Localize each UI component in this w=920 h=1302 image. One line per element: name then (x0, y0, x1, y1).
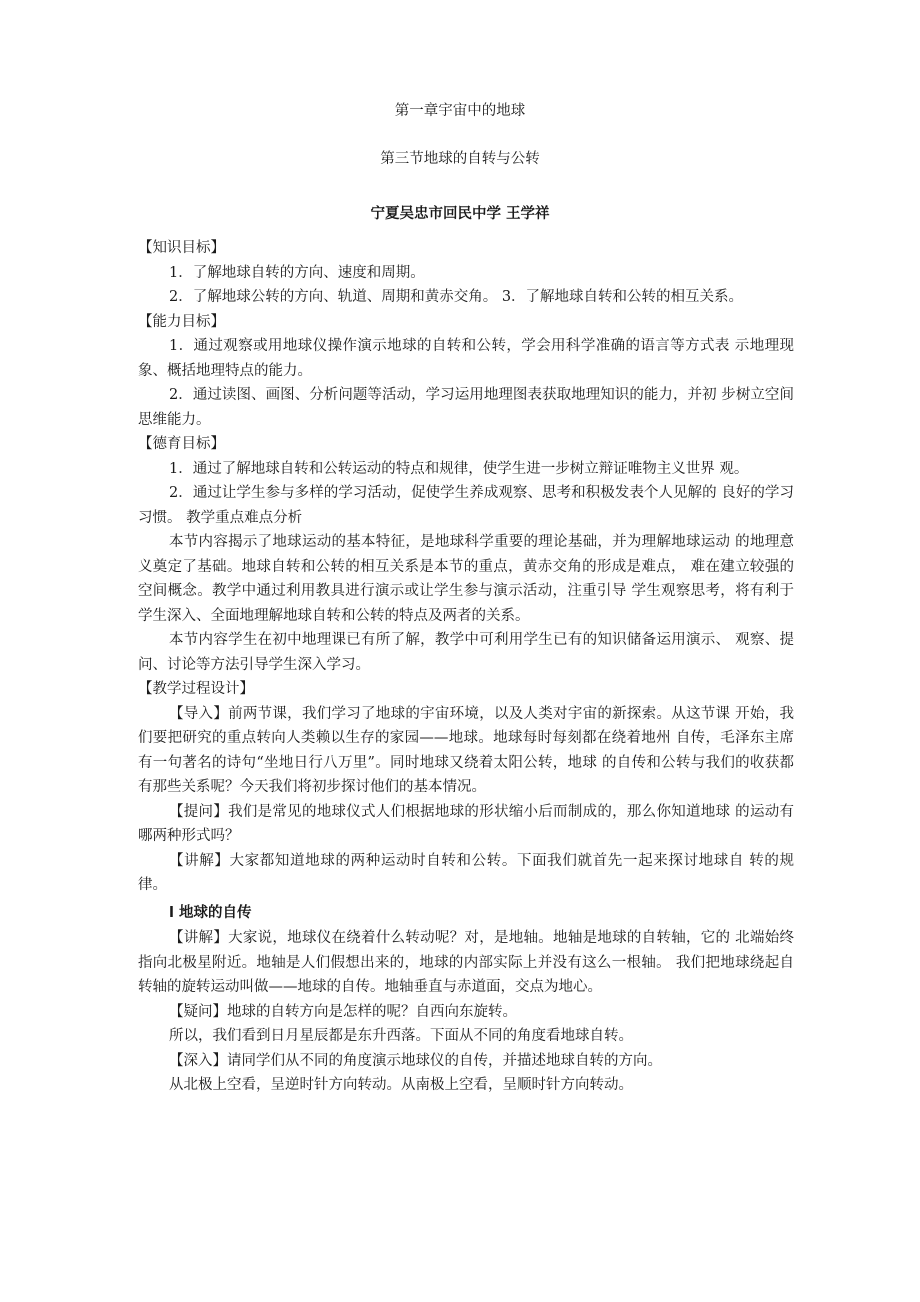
document-body (138, 236, 794, 1098)
knowledge-item: 2．了解地球公转的方向、轨道、周期和黄赤交角。 3．了解地球自转和公转的相互关系。 (169, 289, 744, 305)
moral-heading: 【德育目标】 (138, 436, 225, 452)
rotation-paragraph: 【讲解】大家说，地球仪在绕着什么转动呢？对，是地轴。地轴是地球的自转轴，它的 北端始终指向北极星附近。地轴是人们假想出来的，地球的内部实际上并没有这么一根轴。 我们把地球绕起自转轴的旋转运动叫做——地球的自传。地轴垂直与赤道面，交点为地心。 (138, 930, 794, 995)
ability-heading: 【能力目标】 (138, 313, 225, 330)
rotation-heading: l 地球的自传 (169, 904, 252, 921)
moral-item: 1．通过了解地球自转和公转运动的特点和规律，使学生进一步树立辩证唯物主义世界 观。 (169, 460, 749, 477)
rotation-paragraph: 【深入】请同学们从不同的角度演示地球仪的自传，并描述地球自转的方向。 (169, 1052, 662, 1069)
ability-item: 2．通过读图、画图、分析问题等活动，学习运用地理图表获取地理知识的能力，并初 步树立空间思维能力。 (138, 387, 794, 428)
analysis-paragraph: 本节内容揭示了地球运动的基本特征，是地球科学重要的理论基础，并为理解地球运动 的地理意义奠定了基础。地球自转和公转的相互关系是本节的重点，黄赤交角的形成是难点， 难在建立较强的空间概念。教学中通过利用教具进行演示或让学生参与演示活动，注重引导 学生观察思考，将有利于学生深入、全面地理解地球自转和公转的特点及两者的关系。 (138, 534, 794, 624)
ability-item: 1．通过观察或用地球仪操作演示地球的自转和公转，学会用科学准确的语言等方式表 示地理现象、概括地理特点的能力。 (138, 338, 794, 379)
rotation-paragraph: 所以，我们看到日月星辰都是东升西落。下面从不同的角度看地球自转。 (169, 1028, 633, 1044)
knowledge-item: 1．了解地球自转的方向、速度和周期。 (169, 264, 425, 281)
process-heading: 【教学过程设计】 (138, 681, 254, 697)
analysis-paragraph: 本节内容学生在初中地理课已有所了解，教学中可利用学生已有的知识储备运用演示、 观察、提问、讨论等方法引导学生深入学习。 (138, 632, 794, 673)
author-line: 宁夏吴忠市回民中学 王学祥 (370, 206, 550, 222)
knowledge-heading: 【知识目标】 (138, 240, 225, 256)
intro-paragraph: 【导入】前两节课，我们学习了地球的宇宙环境，以及人类对宇宙的新探索。从这节课 开始，我们要把研究的重点转向人类赖以生存的家园——地球。地球每时每刻都在绕着地州 自传，毛泽东主席有一句著名的诗句“坐地日行八万里”。同时地球又绕着太阳公转，地球 的自传和公转与我们的收获都有那些关系呢？今天我们将初步探讨他们的基本情况。 (138, 705, 794, 795)
rotation-paragraph: 从北极上空看，呈逆时针方向转动。从南极上空看，呈顺时针方向转动。 (169, 1077, 633, 1093)
chapter-title: 第一章宇宙中的地球 (394, 103, 526, 119)
rotation-paragraph: 【疑问】地球的自转方向是怎样的呢？自西向东旋转。 (169, 1003, 517, 1020)
section-title: 第三节地球的自转与公转 (380, 151, 540, 167)
explain-paragraph: 【讲解】大家都知道地球的两种运动时自转和公转。下面我们就首先一起来探讨地球自 转的规律。 (138, 852, 794, 893)
moral-item: 2．通过让学生参与多样的学习活动，促使学生养成观察、思考和积极发表个人见解的 良好的学习习惯。 教学重点难点分析 (138, 485, 794, 526)
question-paragraph: 【提问】我们是常见的地球仪式人们根据地球的形状缩小后而制成的，那么你知道地球 的运动有哪两种形式吗？ (138, 803, 794, 844)
